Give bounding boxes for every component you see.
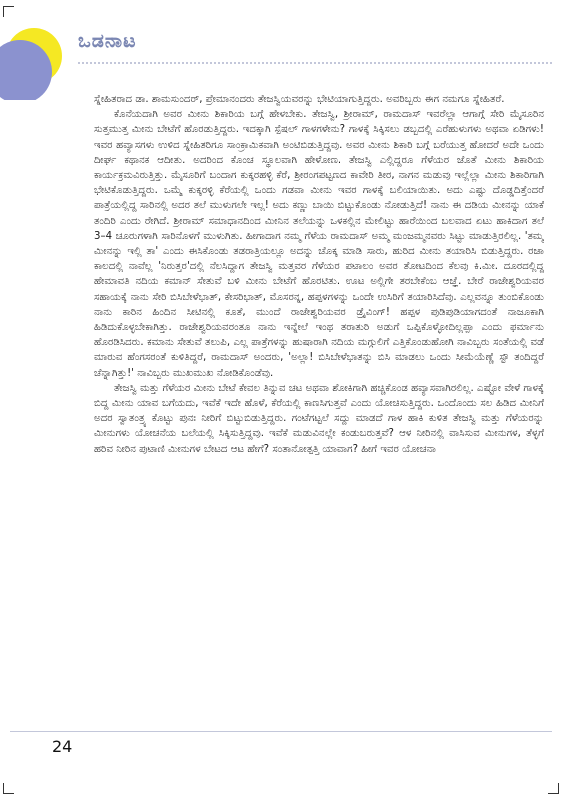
page-number: 24 bbox=[52, 737, 73, 756]
footer-rule bbox=[10, 731, 552, 732]
paragraph-3: ತೇಜಸ್ವಿ ಮತ್ತು ಗೆಳೆಯರ ಮೀನು ಬೇಟೆ ಕೇವಲ ತಿನ್ನುವ ಚಟ ಅಥವಾ ಶೋಕಿಗಾಗಿ ಹಚ್ಚಿಕೊಂಡ ಹವ್ಯಾಸವಾಗಿರಲಿಲ್ಲ. ಎಷ್ಟೋ ವೇಳೆ ಗಾಳಕ್ಕೆ ಬಿದ್ದ ಮೀನು ಯಾವ ಬಗೆಯದು, ಇವೆಕೆ ಇದೇ ಹೊಳೆ, ಕೆರೆಯಲ್ಲಿ ಕಾಣಸಿಗುತ್ತವೆ ಎಂದು ಯೋಚಿಸುತ್ತಿದ್ದರು. ಒಂದೊಂದು ಸಲ ಹಿಡಿದ ಮೀನಿಗೆ ಅದರ ಸ್ವಾತಂತ್ರ್ಯ ಕೊಟ್ಟು ಪುನಃ ನೀರಿಗೆ ಬಿಟ್ಟುಬಿಡುತ್ತಿದ್ದರು. ಗಂಟೆಗಟ್ಟಲೆ ಸದ್ದು ಮಾಡದೆ ಗಾಳ ಹಾಕಿ ಕುಳಿತ ತೇಜಸ್ವಿ ಮತ್ತು ಗೆಳೆಯರನ್ನು ಮೀನುಗಳು ಯೋಚನೆಯ ಬಲೆಯಲ್ಲಿ ಸಿಕ್ಕಿಸುತ್ತಿದ್ದವು. ಇವೆಕೆ ಮಡುವಿನಲ್ಲೇ ಕಂಡುಬರುತ್ತವೆ? ಆಳ ನೀರಿನಲ್ಲಿ ವಾಸಿಸುವ ಮೀನುಗಳ, ತೆಳ್ಳಗೆ ಹರಿವ ನೀರಿನ ಪುಟಾಣಿ ಮೀನುಗಳ ಬೇಟದ ಆಟ ಹೇಗೆ? ಸಂತಾನೋತ್ಪತ್ತಿ ಯಾವಾಗ? ಹೀಗೆ ಇವರ ಯೋಚನಾ bbox=[94, 382, 544, 455]
paragraph-2: ಕೊನೆಯದಾಗಿ ಅವರ ಮೀನು ಶಿಕಾರಿಯ ಬಗ್ಗೆ ಹೇಳಬೇಕು. ತೇಜಸ್ವಿ, ಶ್ರೀರಾಮ್, ರಾಮದಾಸ್ ಇವರೆಲ್ಲಾ ಆಗಾಗ್ಗೆ ಸೇರಿ ಮೈಸೂರಿನ ಸುತ್ತಮುತ್ತ ಮೀನು ಬೇಟೆಗೆ ಹೊರಡುತ್ತಿದ್ದರು. ಇದಕ್ಕಾಗಿ ಸ್ಪೆಷಲ್ ಗಾಳಗಳೇನು? ಗಾಳಕ್ಕೆ ಸಿಕ್ಕಿಸಲು ಡಬ್ಬದಲ್ಲಿ ಎರೆಹುಳುಗಳು ಅಥವಾ ಏಡಿಗಳು! ಇವರ ಹವ್ಯಾಸಗಳು ಉಳಿದ ಸ್ನೇಹಿತರಿಗೂ ಸಾಂಕ್ರಾಮಿಕವಾಗಿ ಅಂಟಿಬಿಡುತ್ತಿದ್ದವು. ಅವರ ಮೀನು ಶಿಕಾರಿ ಬಗ್ಗೆ ಬರೆಯುತ್ತ ಹೋದರೆ ಅದೇ ಒಂದು ದೀರ್ಘ ಕಥಾನಕ ಆದೀತು. ಅದರಿಂದ ಕೊಂಚ ಸ್ಥೂಲವಾಗಿ ಹೇಳೋಣ. ತೇಜಸ್ವಿ ಎಲ್ಲಿದ್ದರೂ ಗೆಳೆಯರ ಜೊತೆ ಮೀನು ಶಿಕಾರಿಯ ಕಾರ್ಯಕ್ರಮವಿರುತ್ತಿತ್ತು. ಮೈಸೂರಿಗೆ ಬಂದಾಗ ಕುಕ್ಕರಹಳ್ಳಿ ಕೆರೆ, ಶ್ರೀರಂಗಪಟ್ಟಣದ ಕಾವೇರಿ ತೀರ, ನಾಗನ ಮಡುವು ಇಲ್ಲೆಲ್ಲಾ ಮೀನು ಶಿಕಾರಿಗಾಗಿ ಭೇಟಿಕೊಡುತ್ತಿದ್ದರು. ಒಮ್ಮೆ ಕುಕ್ಕರಳ್ಳಿ ಕೆರೆಯಲ್ಲಿ ಒಂದು ಗಡವಾ ಮೀನು ಇವರ ಗಾಳಕ್ಕೆ ಬಲಿಯಾಯಿತು. ಅದು ಎಷ್ಟು ದೊಡ್ಡದಿತ್ತೆಂದರೆ ಪಾತ್ರೆಯಲ್ಲಿದ್ದ ಸಾರಿನಲ್ಲಿ ಅದರ ತಲೆ ಮುಳುಗಲೇ ಇಲ್ಲ! ಅದು ಕಣ್ಣು ಬಾಯಿ ಬಿಟ್ಟುಕೊಂಡು ನೋಡುತ್ತಿದೆ! ನಾನು ಈ ದಡಿಯ ಮೀನನ್ನು ಯಾಕೆ ತಂದಿರಿ ಎಂದು ರೇಗಿದೆ. ಶ್ರೀರಾಮ್ ಸಮಾಧಾನದಿಂದ ಮೀನಿನ ತಲೆಯನ್ನು ಒಳಕಲ್ಲಿನ ಮೇಲಿಟ್ಟು ಹಾರೆಯಿಂದ ಬಲವಾದ ಏಟು ಹಾಕಿದಾಗ ತಲೆ 3–4 ಚೂರುಗಳಾಗಿ ಸಾರಿನೊಳಗೆ ಮುಳುಗಿತು. ಹೀಗಾದಾಗ ನಮ್ಮ ಗೆಳೆಯ ರಾಮದಾಸ್ ಅಮ್ಮ ಮಂಜಮ್ಮನವರು ಸಿಟ್ಟು ಮಾಡುತ್ತಿರಲಿಲ್ಲ. 'ತಮ್ಮ ಮೀನನ್ನು ಇಲ್ಲಿ ತಾ' ಎಂದು ಈಸಿಕೊಂಡು ತಡರಾತ್ರಿಯಲ್ಲೂ ಅದನ್ನು ಚೊಕ್ಕ ಮಾಡಿ ಸಾರು, ಹುರಿದ ಮೀನು ತಯಾರಿಸಿ ಬಿಡುತ್ತಿದ್ದರು. ರಜಾ ಕಾಲದಲ್ಲಿ ನಾವೆಲ್ಲ 'ನಿರುತ್ತರ'ದಲ್ಲಿ ನೆಲಸಿದ್ದಾಗ ತೇಜಸ್ವಿ ಮತ್ತವರ ಗೆಳೆಯರ ಪಟಾಲಂ ಅವರ ತೋಟದಿಂದ ಕೆಲವು ಕಿ.ಮೀ. ದೂರದಲ್ಲಿದ್ದ ಹೇಮಾವತಿ ನದಿಯ ಕಮಾನ್ ಸೇತುವೆ ಬಳಿ ಮೀನು ಬೇಟೆಗೆ ಹೊರಟಿತು. ಊಟ ಅಲ್ಲಿಗೇ ತರಬೇಕೆಂಬ ಆಜ್ಞೆ. ಬೇರೆ ರಾಜೇಶ್ವರಿಯವರ ಸಹಾಯಕ್ಕೆ ನಾನು ಸೇರಿ ಬಿಸಿಬೇಳೆಭಾತ್, ಕೇಸರಿಭಾತ್, ಮೊಸರನ್ನ, ಹಪ್ಪಳಗಳನ್ನು ಒಂದೇ ಉಸಿರಿಗೆ ತಯಾರಿಸಿದೆವು. ಎಲ್ಲವನ್ನೂ ತುಂಬಿಕೊಂಡು ನಾನು ಕಾರಿನ ಹಿಂದಿನ ಸೀಟಿನಲ್ಲಿ ಕೂತೆ, ಮುಂದೆ ರಾಜೇಶ್ವರಿಯವರ ಡ್ರೈವಿಂಗ್! ಹಪ್ಪಳ ಪುಡಿಪುಡಿಯಾಗದಂತೆ ನಾಜೂಕಾಗಿ ಹಿಡಿದುಕೊಳ್ಳಬೇಕಾಗಿತ್ತು. ರಾಜೇಶ್ವರಿಯವರಂತೂ ನಾನು ಇನ್ನೇಲೆ ಇಂಥ ತರಾತುರಿ ಅಡುಗೆ ಒಪ್ಪಿಕೊಳ್ಳೋದಿಲ್ಲಪ್ಪಾ ಎಂದು ಫರ್ಮಾನು ಹೊರಡಿಸಿದರು. ಕಮಾನು ಸೇತುವೆ ತಲುಪಿ, ಎಲ್ಲ ಪಾತ್ರೆಗಳನ್ನು ಹುಷಾರಾಗಿ ನದಿಯ ಮಗ್ಗುಲಿಗೆ ಎತ್ತಿಕೊಂಡುಹೋಗಿ ನಾವಿಬ್ಬರು ಸಂತೆಯಲ್ಲಿ ವಡೆ ಮಾರುವ ಹೆಂಗಸರಂತೆ ಕುಳಿತಿದ್ದರೆ, ರಾಮದಾಸ್ ಅಂದರು, 'ಅಲ್ಲಾ! ಬಿಸಿಬೇಳೆಭಾತನ್ನು ಬಿಸಿ ಮಾಡಲು ಒಂದು ಸೀಮೆಯೆಣ್ಣೆ ಸ್ಟೌ ತಂದಿದ್ದರೆ ಚೆನ್ನಾಗಿತ್ತು!' ನಾವಿಬ್ಬರು ಮುಖಮುಖ ನೋಡಿಕೊಂಡೆವು. bbox=[94, 109, 544, 379]
crop-mark-bottom-left bbox=[3, 783, 14, 794]
header-dotted-rule bbox=[78, 62, 552, 64]
crop-mark-bottom-right bbox=[548, 783, 559, 794]
section-title: ಒಡನಾಟ bbox=[78, 30, 137, 52]
body-text bbox=[94, 92, 544, 720]
header-decoration-circles bbox=[0, 0, 80, 100]
paragraph-1: ಸ್ನೇಹಿತರಾದ ಡಾ. ಶಾಮಸುಂದರ್, ಪ್ರೇಮಾನಂದರು ತೇಜಸ್ವಿಯವರನ್ನು ಭೇಟಿಯಾಗುತ್ತಿದ್ದರು. ಅವರಿಬ್ಬರು ಈಗ ನಮಗೂ ಸ್ನೇಹಿತರೆ. bbox=[94, 94, 505, 105]
